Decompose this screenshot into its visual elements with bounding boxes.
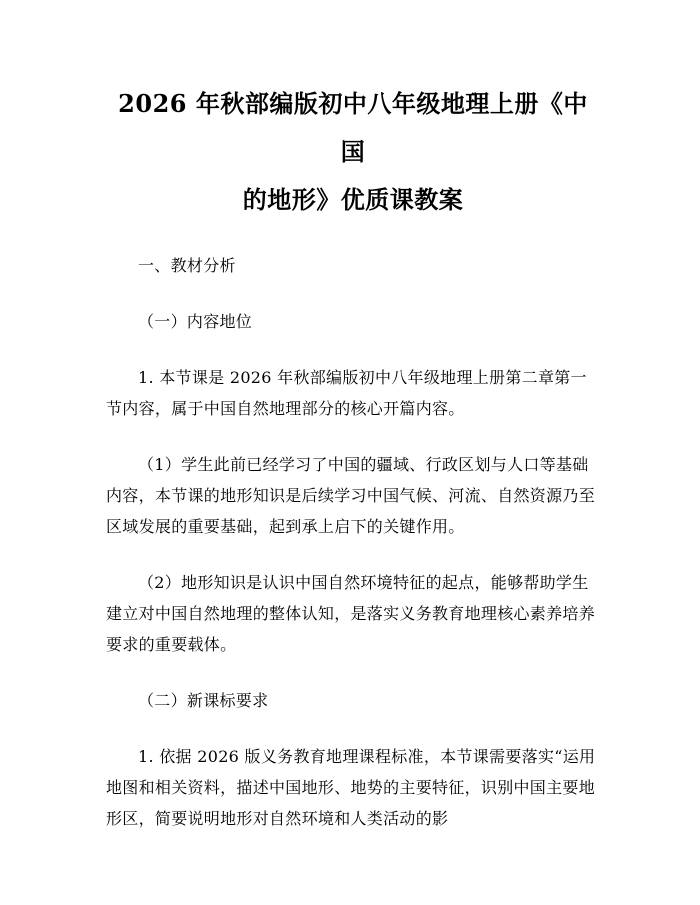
paragraph-4: 1. 依据 2026 版义务教育地理课程标准，本节课需要落实“运用地图和相关资料，描述中国地形、地势的主要特征，识别中国主要地形区，简要说明地形对自然环境和人类活动的影 <box>106 747 596 828</box>
title-line-1: 2026 年秋部编版初中八年级地理上册《中国 <box>118 89 588 166</box>
title-line-2: 的地形》优质课教案 <box>242 185 464 214</box>
paragraph-2: （1）学生此前已经学习了中国的疆域、行政区划与人口等基础内容，本节课的地形知识是后续学习中国气候、河流、自然资源乃至区域发展的重要基础，起到承上启下的关键作用。 <box>106 455 596 536</box>
subheading-content-position: （一）内容地位 <box>138 312 253 331</box>
paragraph-1: 1. 本节课是 2026 年秋部编版初中八年级地理上册第二章第一节内容，属于中国自然地理部分的核心开篇内容。 <box>106 368 587 418</box>
section-heading-textbook-analysis: 一、教材分析 <box>138 256 236 275</box>
subheading-curriculum-requirements: （二）新课标要求 <box>138 691 269 710</box>
paragraph-3: （2）地形知识是认识中国自然环境特征的起点，能够帮助学生建立对中国自然地理的整体认知，是落实义务教育地理核心素养培养要求的重要载体。 <box>106 573 596 654</box>
document-title <box>106 80 600 224</box>
